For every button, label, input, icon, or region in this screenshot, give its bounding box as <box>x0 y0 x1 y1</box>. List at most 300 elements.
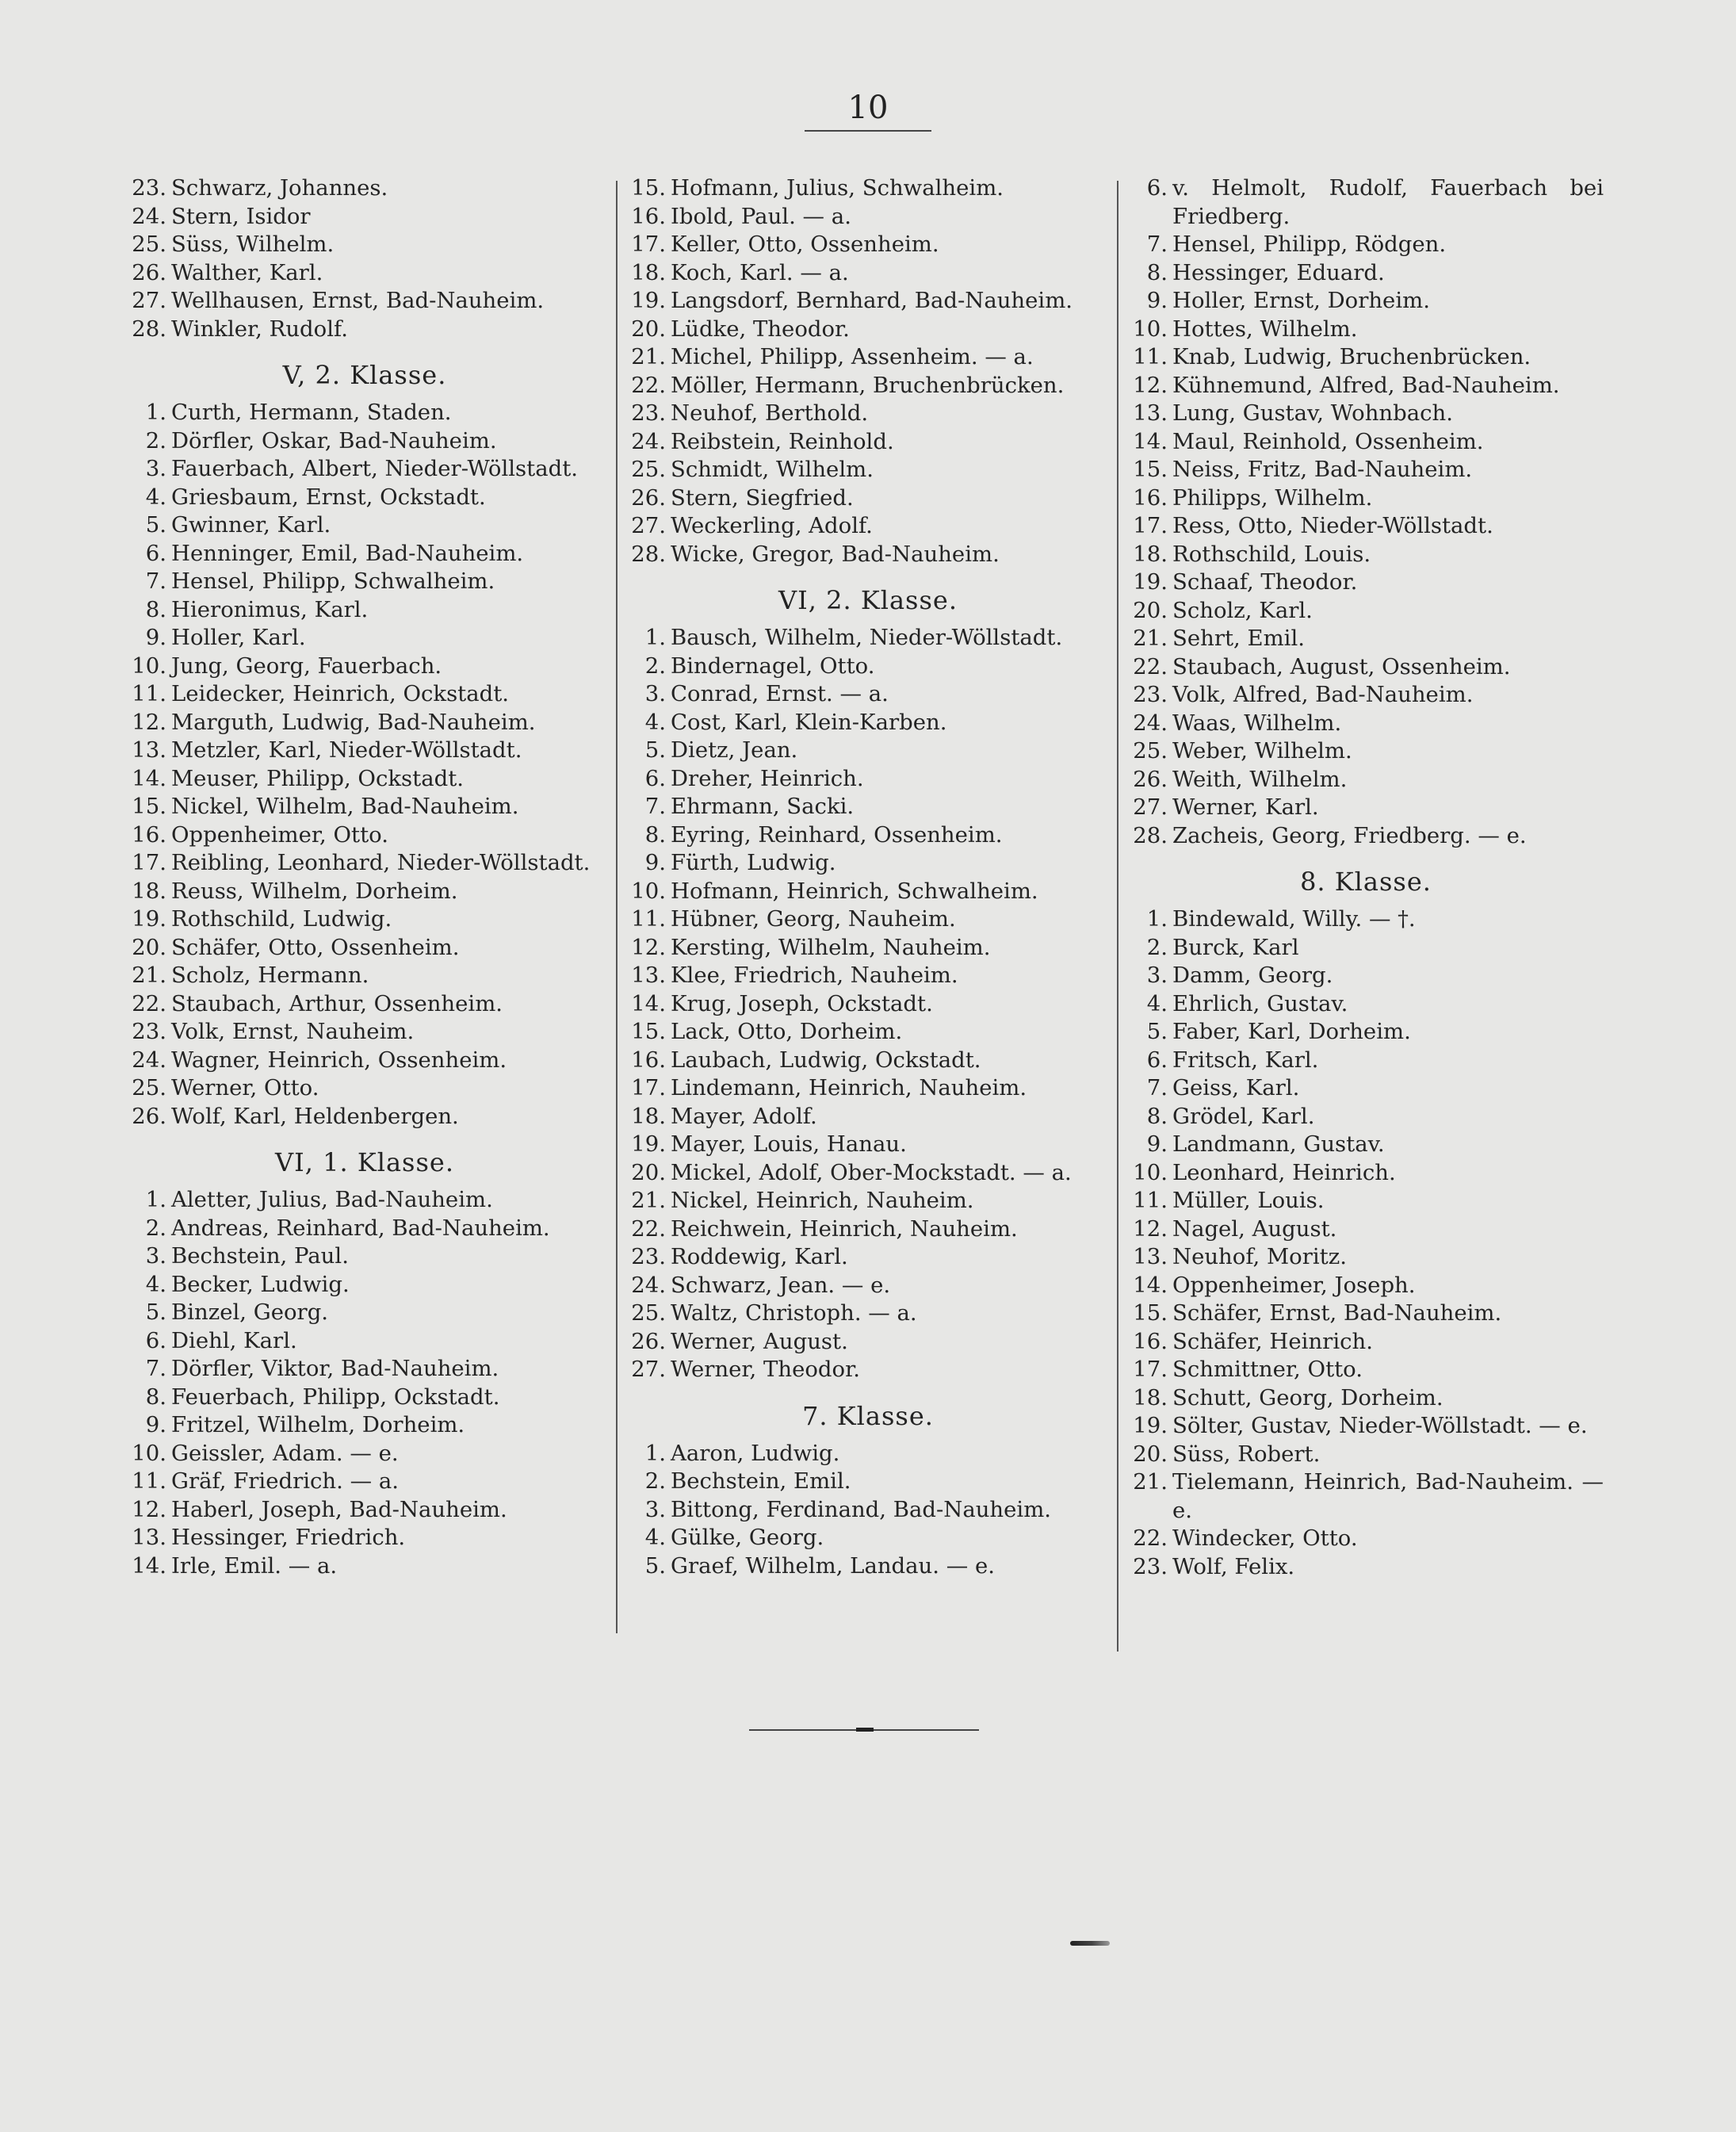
list-item <box>1128 1553 1604 1582</box>
entry-name: Hessinger, Eduard. <box>1172 259 1385 285</box>
list-item <box>626 174 1110 203</box>
entry-number: 21. <box>631 1188 666 1213</box>
list-item <box>127 455 602 484</box>
entry-number: 14. <box>132 1552 166 1579</box>
entry-number: 3. <box>145 1243 166 1269</box>
entry-name: Geissler, Adam. — e. <box>171 1440 399 1466</box>
entry-number: 4. <box>644 709 666 735</box>
entry-number: 3. <box>644 1496 666 1522</box>
entry-name: Dietz, Jean. <box>671 737 798 763</box>
entry-name: Staubach, Arthur, Ossenheim. <box>171 990 503 1016</box>
entry-number: 6. <box>1146 1047 1168 1073</box>
entry-name: Langsdorf, Bernhard, Bad-Nauheim. <box>671 288 1073 313</box>
list-item <box>626 793 1110 821</box>
entry-name: Neuhof, Berthold. <box>671 400 869 426</box>
entry-name: Haberl, Joseph, Bad-Nauheim. <box>171 1496 507 1522</box>
list-item <box>1128 1103 1604 1131</box>
list-item <box>1128 990 1604 1019</box>
entry-name: Scholz, Hermann. <box>171 963 369 988</box>
entry-number: 9. <box>145 1412 166 1437</box>
entry-name: Mickel, Adolf, Ober-Mockstadt. — a. <box>671 1159 1072 1185</box>
entry-name: Walther, Karl. <box>171 259 323 285</box>
entry-number: 3. <box>145 456 166 481</box>
entry-number: 1. <box>644 625 666 650</box>
entry-number: 15. <box>1133 457 1168 482</box>
entry-number: 19. <box>1133 1413 1168 1438</box>
entry-number: 16. <box>132 821 166 848</box>
entry-number: 25. <box>1133 738 1168 764</box>
entry-number: 4. <box>644 1525 666 1550</box>
entry-number: 17. <box>631 1075 666 1100</box>
entry-number: 19. <box>132 906 166 932</box>
entry-name: Möller, Hermann, Bruchenbrücken. <box>671 372 1065 398</box>
list-item <box>626 1440 1110 1468</box>
entry-name: Lindemann, Heinrich, Nauheim. <box>671 1075 1027 1100</box>
entry-name: Klee, Friedrich, Nauheim. <box>671 963 958 988</box>
list-item <box>626 1552 1110 1581</box>
list-item <box>1128 1215 1604 1244</box>
entry-number: 15. <box>132 794 166 819</box>
list-item <box>127 1384 602 1412</box>
entry-name: Meuser, Philipp, Ockstadt. <box>171 765 464 791</box>
entry-name: Wicke, Gregor, Bad-Nauheim. <box>671 541 1000 567</box>
entry-name: Fritzel, Wilhelm, Dorheim. <box>171 1412 465 1437</box>
entry-number: 7. <box>145 568 166 594</box>
column-1 <box>127 174 602 1580</box>
list-item <box>127 231 602 259</box>
list-item <box>626 737 1110 765</box>
entry-number: 2. <box>1146 934 1168 960</box>
entry-name: Oppenheimer, Otto. <box>171 821 388 848</box>
entry-name: Ress, Otto, Nieder-Wöllstadt. <box>1172 513 1493 538</box>
list-item <box>626 1215 1110 1244</box>
entry-name: Hübner, Georg, Nauheim. <box>671 906 956 932</box>
entry-name: Scholz, Karl. <box>1172 597 1313 623</box>
class-heading: VI, 1. Klasse. <box>275 1147 454 1177</box>
list-item <box>1128 259 1604 288</box>
list-item <box>626 287 1110 316</box>
entry-name: Werner, Karl. <box>1172 794 1319 820</box>
list-item <box>1128 597 1604 626</box>
list-item <box>1128 343 1604 372</box>
list-item <box>127 878 602 906</box>
list-item <box>127 1496 602 1525</box>
list-item <box>1128 1074 1604 1103</box>
entry-number: 11. <box>132 681 166 706</box>
entry-name: Schmidt, Wilhelm. <box>671 457 874 482</box>
entry-number: 24. <box>1133 710 1168 736</box>
list-item <box>127 174 602 203</box>
list-item <box>127 1242 602 1271</box>
class-heading: V, 2. Klasse. <box>282 360 447 390</box>
column-divider <box>616 181 618 1633</box>
entry-name: Tielemann, Heinrich, Bad-Nauheim. — e. <box>1172 1469 1604 1523</box>
entry-name: Dreher, Heinrich. <box>671 765 864 791</box>
list-item <box>626 372 1110 400</box>
list-item <box>626 1103 1110 1131</box>
entry-name: Jung, Georg, Fauerbach. <box>171 653 442 679</box>
entry-name: Keller, Otto, Ossenheim. <box>671 232 939 257</box>
entry-number: 2. <box>644 1468 666 1494</box>
entry-name: Kersting, Wilhelm, Nauheim. <box>671 934 991 960</box>
list-item <box>127 1018 602 1047</box>
entry-name: Maul, Reinhold, Ossenheim. <box>1172 428 1484 454</box>
entry-name: Bindewald, Willy. — †. <box>1172 906 1416 932</box>
list-item <box>626 990 1110 1019</box>
entry-name: Reibstein, Reinhold. <box>671 428 894 454</box>
list-item <box>1128 231 1604 259</box>
entry-name: Volk, Alfred, Bad-Nauheim. <box>1172 682 1474 707</box>
list-item <box>1128 287 1604 316</box>
entry-name: Werner, Otto. <box>171 1075 319 1100</box>
entry-name: Volk, Ernst, Nauheim. <box>171 1019 415 1044</box>
list-item <box>626 1131 1110 1159</box>
entry-number: 4. <box>1146 990 1168 1016</box>
list-item <box>1128 1468 1604 1525</box>
entry-name: Wolf, Karl, Heldenbergen. <box>171 1103 459 1129</box>
class-heading: VI, 2. Klasse. <box>778 585 958 615</box>
entry-number: 16. <box>631 1047 666 1073</box>
entry-name: Eyring, Reinhard, Ossenheim. <box>671 821 1003 848</box>
entry-name: Windecker, Otto. <box>1172 1525 1358 1551</box>
class-heading: 8. Klasse. <box>1300 867 1432 897</box>
entry-number: 13. <box>631 963 666 988</box>
entry-number: 27. <box>132 288 166 313</box>
list-item <box>1128 1272 1604 1300</box>
entry-number: 18. <box>1133 1384 1168 1410</box>
entry-name: Hensel, Philipp, Schwalheim. <box>171 568 495 594</box>
entry-number: 28. <box>132 316 166 342</box>
entry-name: Schutt, Georg, Dorheim. <box>1172 1384 1443 1410</box>
entry-number: 6. <box>145 540 166 566</box>
entry-name: Binzel, Georg. <box>171 1299 329 1325</box>
list-item <box>1128 568 1604 597</box>
entry-name: Lack, Otto, Dorheim. <box>671 1019 903 1044</box>
entry-number: 13. <box>132 1525 166 1550</box>
entry-number: 11. <box>1133 344 1168 369</box>
entry-number: 26. <box>1133 766 1168 792</box>
list-item <box>127 511 602 540</box>
entry-name: v. Helmolt, Rudolf, Fauerbach bei Friedberg. <box>1172 175 1604 229</box>
list-item <box>127 399 602 427</box>
entry-name: Rothschild, Louis. <box>1172 541 1371 567</box>
entry-name: Leidecker, Heinrich, Ockstadt. <box>171 681 510 706</box>
entry-number: 19. <box>631 288 666 313</box>
entry-number: 10. <box>631 878 666 904</box>
entry-number: 9. <box>145 625 166 650</box>
entry-number: 22. <box>1133 653 1168 679</box>
entry-name: Waltz, Christoph. — a. <box>671 1300 917 1326</box>
entry-number: 17. <box>1133 1357 1168 1382</box>
list-item <box>127 1524 602 1552</box>
list-item <box>1128 316 1604 344</box>
entry-number: 20. <box>132 934 166 960</box>
entry-number: 5. <box>145 512 166 538</box>
list-item <box>127 1468 602 1496</box>
list-item <box>127 1271 602 1299</box>
list-item <box>626 1018 1110 1047</box>
entry-number: 9. <box>1146 288 1168 313</box>
entry-name: Müller, Louis. <box>1172 1188 1325 1213</box>
entry-name: Schmittner, Otto. <box>1172 1357 1363 1382</box>
entry-name: Roddewig, Karl. <box>671 1244 848 1269</box>
entry-number: 23. <box>132 1019 166 1044</box>
list-item <box>626 1496 1110 1525</box>
list-item <box>626 1074 1110 1103</box>
entry-number: 5. <box>644 737 666 763</box>
list-item <box>626 1328 1110 1357</box>
entry-name: Wolf, Felix. <box>1172 1553 1295 1579</box>
entry-name: Marguth, Ludwig, Bad-Nauheim. <box>171 709 536 735</box>
entry-name: Neiss, Fritz, Bad-Nauheim. <box>1172 457 1473 482</box>
list-item <box>127 737 602 765</box>
list-item <box>1128 653 1604 682</box>
list-item <box>127 596 602 625</box>
column-3 <box>1128 174 1604 1581</box>
entry-number: 22. <box>132 990 166 1016</box>
entry-number: 23. <box>1133 1553 1168 1579</box>
entry-name: Stern, Siegfried. <box>671 484 854 511</box>
entry-number: 14. <box>1133 1272 1168 1298</box>
list-item <box>626 400 1110 428</box>
list-item <box>626 962 1110 990</box>
list-item <box>1128 484 1604 513</box>
entry-name: Feuerbach, Philipp, Ockstadt. <box>171 1384 500 1410</box>
entry-name: Weckerling, Adolf. <box>671 513 873 538</box>
entry-name: Sehrt, Emil. <box>1172 626 1305 651</box>
entry-name: Metzler, Karl, Nieder-Wöllstadt. <box>171 737 522 763</box>
entry-number: 24. <box>631 1272 666 1298</box>
entry-name: Fritsch, Karl. <box>1172 1047 1319 1073</box>
list-item <box>1128 681 1604 710</box>
list-item <box>127 793 602 821</box>
entry-number: 17. <box>631 232 666 257</box>
list-item <box>127 1047 602 1075</box>
entry-name: Süss, Wilhelm. <box>171 232 335 257</box>
entry-number: 20. <box>631 316 666 342</box>
entry-number: 3. <box>1146 963 1168 988</box>
list-item <box>1128 794 1604 822</box>
entry-number: 7. <box>1146 1075 1168 1100</box>
list-item <box>1128 1131 1604 1159</box>
entry-number: 8. <box>644 821 666 848</box>
entry-number: 12. <box>631 934 666 960</box>
list-item <box>626 512 1110 541</box>
column-2 <box>626 174 1110 1580</box>
entry-number: 8. <box>1146 1103 1168 1129</box>
list-item <box>1128 1299 1604 1328</box>
list-item <box>1128 1412 1604 1441</box>
entry-name: Mayer, Louis, Hanau. <box>671 1131 907 1157</box>
list-item <box>626 1047 1110 1075</box>
entry-number: 25. <box>132 1075 166 1100</box>
list-item <box>127 259 602 288</box>
entry-number: 9. <box>644 850 666 875</box>
entry-number: 3. <box>644 681 666 706</box>
entry-number: 7. <box>644 794 666 819</box>
list-item <box>626 624 1110 653</box>
list-item <box>1128 1187 1604 1215</box>
entry-number: 20. <box>1133 597 1168 623</box>
list-item <box>1128 766 1604 794</box>
entry-number: 22. <box>1133 1525 1168 1551</box>
list-item <box>127 540 602 568</box>
list-item <box>626 1187 1110 1215</box>
column-divider <box>1117 181 1118 1652</box>
entry-name: Reichwein, Heinrich, Nauheim. <box>671 1215 1018 1242</box>
entry-number: 18. <box>631 259 666 285</box>
entry-name: Damm, Georg. <box>1172 963 1333 988</box>
entry-number: 28. <box>631 541 666 567</box>
list-item <box>1128 1328 1604 1357</box>
entry-name: Leonhard, Heinrich. <box>1172 1159 1396 1185</box>
list-item <box>127 624 602 653</box>
entry-name: Schäfer, Otto, Ossenheim. <box>171 934 460 960</box>
entry-name: Burck, Karl <box>1172 934 1299 960</box>
entry-number: 27. <box>631 513 666 538</box>
entry-name: Henninger, Emil, Bad-Nauheim. <box>171 540 524 566</box>
entry-number: 13. <box>1133 400 1168 426</box>
list-item <box>1128 737 1604 766</box>
list-item <box>1128 1525 1604 1553</box>
entry-number: 13. <box>132 737 166 763</box>
entry-name: Waas, Wilhelm. <box>1172 710 1342 736</box>
list-item <box>127 1355 602 1384</box>
entry-name: Schwarz, Johannes. <box>171 175 388 201</box>
entry-number: 8. <box>145 596 166 622</box>
list-item <box>1128 400 1604 428</box>
entry-name: Weber, Wilhelm. <box>1172 738 1352 764</box>
entry-number: 5. <box>644 1552 666 1579</box>
entry-number: 14. <box>631 990 666 1016</box>
entry-name: Bindernagel, Otto. <box>671 653 875 679</box>
list-item <box>626 428 1110 457</box>
entry-number: 2. <box>644 653 666 679</box>
list-item <box>626 484 1110 513</box>
list-item <box>1128 962 1604 990</box>
entry-name: Schwarz, Jean. — e. <box>671 1272 891 1298</box>
entry-name: Hieronimus, Karl. <box>171 596 369 622</box>
entry-name: Diehl, Karl. <box>171 1327 297 1353</box>
entry-name: Griesbaum, Ernst, Ockstadt. <box>171 484 486 510</box>
page-number: 10 <box>805 89 931 132</box>
list-item <box>626 203 1110 232</box>
list-item <box>127 316 602 344</box>
entry-number: 7. <box>145 1356 166 1381</box>
entry-name: Koch, Karl. — a. <box>671 259 849 285</box>
entry-name: Hofmann, Julius, Schwalheim. <box>671 175 1004 201</box>
entry-name: Hottes, Wilhelm. <box>1172 316 1358 342</box>
entry-name: Ibold, Paul. — a. <box>671 203 851 229</box>
list-item <box>127 1299 602 1327</box>
list-item <box>127 1411 602 1440</box>
entry-name: Andreas, Reinhard, Bad-Nauheim. <box>171 1215 550 1241</box>
entry-number: 18. <box>1133 541 1168 567</box>
list-item <box>127 1215 602 1243</box>
entry-number: 22. <box>631 372 666 398</box>
entry-number: 5. <box>1146 1019 1168 1044</box>
list-item <box>127 849 602 878</box>
entry-name: Lung, Gustav, Wohnbach. <box>1172 400 1453 426</box>
list-item <box>626 259 1110 288</box>
entry-number: 21. <box>132 963 166 988</box>
list-item <box>127 821 602 850</box>
list-item <box>1128 512 1604 541</box>
entry-name: Schaaf, Theodor. <box>1172 569 1358 595</box>
entry-name: Fürth, Ludwig. <box>671 850 836 875</box>
entry-name: Krug, Joseph, Ockstadt. <box>671 990 933 1016</box>
entry-number: 16. <box>1133 1328 1168 1354</box>
entry-name: Geiss, Karl. <box>1172 1075 1300 1100</box>
entry-name: Aletter, Julius, Bad-Nauheim. <box>171 1187 493 1212</box>
list-item <box>127 568 602 596</box>
list-item <box>1128 822 1604 851</box>
entry-number: 23. <box>631 1244 666 1269</box>
entry-name: Winkler, Rudolf. <box>171 316 348 342</box>
entry-name: Dörfler, Oskar, Bad-Nauheim. <box>171 427 497 454</box>
class-heading: 7. Klasse. <box>802 1400 934 1431</box>
list-item <box>626 231 1110 259</box>
entry-number: 9. <box>1146 1131 1168 1157</box>
list-item <box>626 1468 1110 1496</box>
entry-number: 23. <box>1133 682 1168 707</box>
list-item <box>626 1299 1110 1328</box>
list-item <box>127 934 602 963</box>
entry-name: Stern, Isidor <box>171 203 311 229</box>
entry-number: 17. <box>1133 513 1168 538</box>
entry-number: 4. <box>145 484 166 510</box>
list-item <box>626 905 1110 934</box>
entry-number: 26. <box>631 484 666 511</box>
entry-number: 5. <box>145 1299 166 1325</box>
entry-name: Schäfer, Heinrich. <box>1172 1328 1373 1354</box>
list-item <box>626 849 1110 878</box>
entry-name: Zacheis, Georg, Friedberg. — e. <box>1172 822 1527 848</box>
entry-name: Schäfer, Ernst, Bad-Nauheim. <box>1172 1300 1502 1326</box>
entry-number: 10. <box>1133 1159 1168 1185</box>
list-item <box>626 765 1110 794</box>
list-item <box>626 316 1110 344</box>
entry-name: Laubach, Ludwig, Ockstadt. <box>671 1047 981 1073</box>
entry-number: 23. <box>132 175 166 201</box>
entry-name: Becker, Ludwig. <box>171 1271 350 1297</box>
entry-name: Staubach, August, Ossenheim. <box>1172 653 1511 679</box>
list-item <box>626 1524 1110 1552</box>
entry-name: Bechstein, Paul. <box>171 1243 349 1269</box>
entry-name: Nagel, August. <box>1172 1215 1337 1242</box>
list-item <box>127 653 602 681</box>
list-item <box>1128 1018 1604 1047</box>
list-item <box>1128 1047 1604 1075</box>
list-item <box>1128 428 1604 457</box>
entry-number: 15. <box>1133 1300 1168 1326</box>
entry-name: Reibling, Leonhard, Nieder-Wöllstadt. <box>171 850 591 875</box>
entry-name: Irle, Emil. — a. <box>171 1552 338 1579</box>
entry-number: 1. <box>644 1440 666 1466</box>
entry-number: 24. <box>132 203 166 229</box>
list-item <box>626 1159 1110 1188</box>
list-item <box>626 934 1110 963</box>
list-item <box>1128 905 1604 934</box>
list-item <box>127 1327 602 1356</box>
entry-number: 21. <box>1133 1469 1168 1495</box>
entry-name: Bechstein, Emil. <box>671 1468 851 1494</box>
entry-number: 15. <box>631 1019 666 1044</box>
entry-number: 2. <box>145 1215 166 1241</box>
list-item <box>1128 934 1604 963</box>
entry-name: Hofmann, Heinrich, Schwalheim. <box>671 878 1038 904</box>
entry-name: Gülke, Georg. <box>671 1525 824 1550</box>
